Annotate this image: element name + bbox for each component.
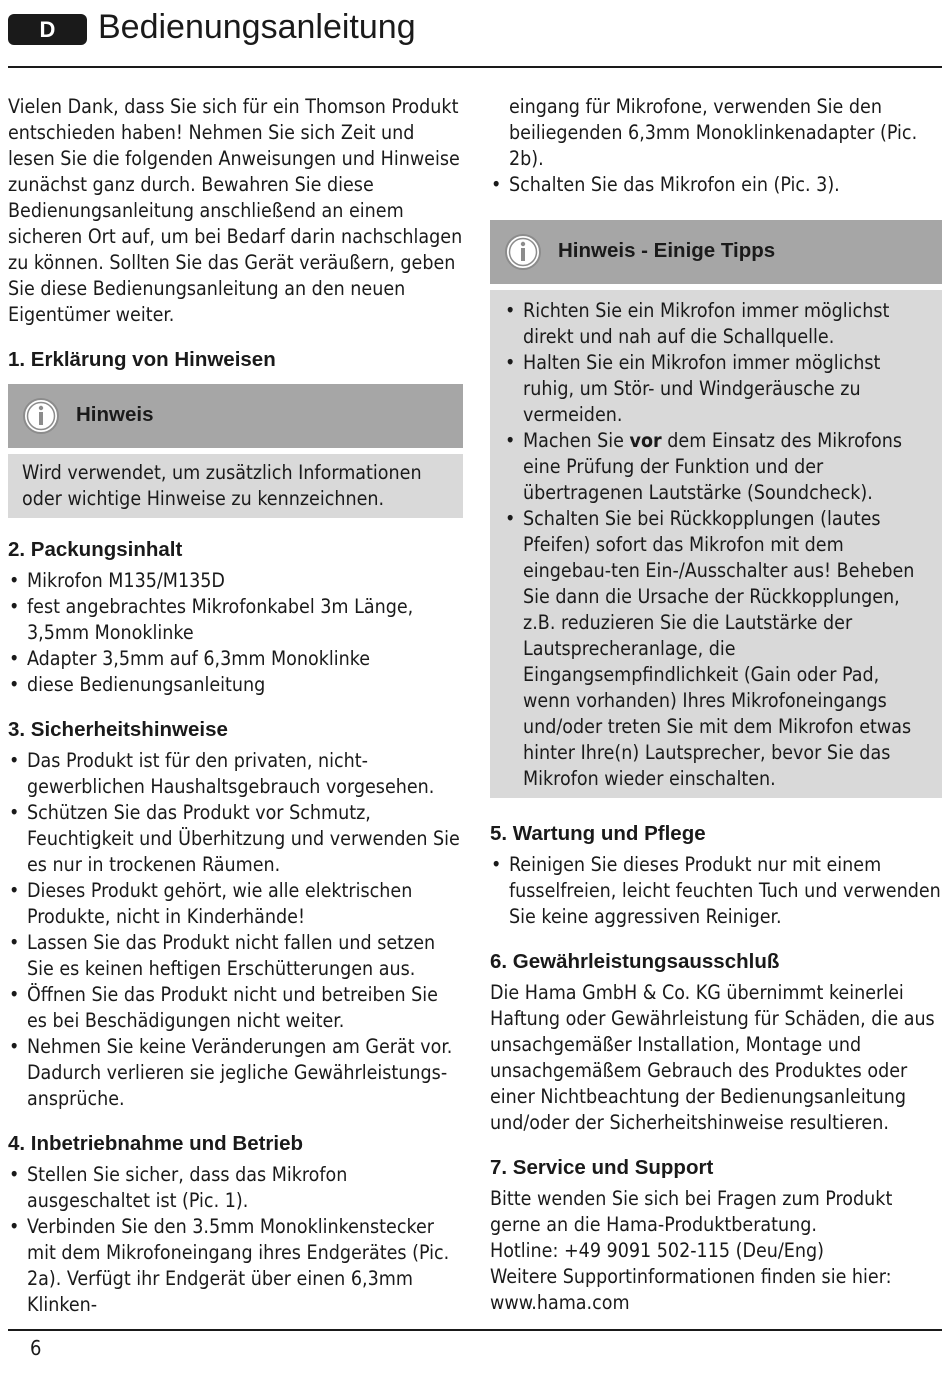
note-body: [8, 454, 463, 518]
section-heading: 3. Sicherheitshinweise: [8, 718, 228, 741]
list-item: • Adapter 3,5mm auf 6,3mm Monoklinke: [8, 646, 463, 672]
intro-paragraph: Vielen Dank, dass Sie sich für ein Thomson Produkt entschieden haben! Nehmen Sie sich Zeit und lesen Sie die folgenden Anweisungen und Hinweise zunächst ganz durch. Bewahren Sie diese Bedienungsanleitung anschließend an einem sicheren Ort auf, um bei Bedarf darin nachschlagen zu können. Sollten Sie das Gerät veräußern, geben Sie diese Bedienungsanleitung an den neuen Eigentümer weiter.: [8, 95, 463, 326]
info-icon: [504, 233, 542, 278]
tip-text: Machen Sie: [523, 429, 630, 452]
list-item: • Öffnen Sie das Produkt nicht und betreiben Sie es bei Beschädigungen nicht weiter.: [8, 982, 463, 1034]
section-heading: 1. Erklärung von Hinweisen: [8, 348, 276, 371]
support-text: Bitte wenden Sie sich bei Fragen zum Produkt gerne an die Hama-Produktberatung.: [490, 1187, 893, 1236]
hotline-text: Hotline: +49 9091 502-115 (Deu/Eng): [490, 1239, 824, 1262]
note-title: Hinweis: [76, 403, 154, 426]
bullet-list: [8, 1162, 463, 1318]
footer-divider: [8, 1329, 942, 1331]
list-item: • Dieses Produkt gehört, wie alle elektrischen Produkte, nicht in Kinderhände!: [8, 878, 463, 930]
section-4: [8, 1130, 463, 1318]
tips-header: [490, 220, 942, 284]
section-7: [490, 1154, 942, 1316]
tip-text: dem Einsatz des Mikrofons eine Prüfung der Funktion und der übertragenen Lautstärke (Soundcheck).: [523, 429, 902, 504]
list-item: • Verbinden Sie den 3.5mm Monoklinkenstecker mit dem Mikrofoneingang ihres Endgerätes (Pic. 2a). Verfügt ihr Endgerät über einen 6,3mm Klinken-: [8, 1214, 463, 1318]
section-3: [8, 716, 463, 1112]
list-item: • Stellen Sie sicher, dass das Mikrofon ausgeschaltet ist (Pic. 1).: [8, 1162, 463, 1214]
tip-item: • Halten Sie ein Mikrofon immer möglichst ruhig, um Stör- und Windgeräusche zu vermeiden.: [504, 350, 930, 428]
list-item: • Reinigen Sie dieses Produkt nur mit einem fusselfreien, leicht feuchten Tuch und verwenden Sie keine aggressiven Reiniger.: [490, 852, 942, 930]
website-link[interactable]: www.hama.com: [490, 1291, 630, 1314]
tip-item: [504, 428, 930, 506]
section-2: [8, 536, 463, 698]
note-header: [8, 384, 463, 448]
left-column: [8, 94, 463, 1336]
language-badge: D: [8, 14, 87, 45]
section-heading: 4. Inbetriebnahme und Betrieb: [8, 1132, 304, 1155]
tips-title: Hinweis - Einige Tipps: [558, 239, 776, 262]
tip-item: • Richten Sie ein Mikrofon immer möglichst direkt und nah auf die Schallquelle.: [504, 298, 930, 350]
disclaimer-text: Die Hama GmbH & Co. KG übernimmt keinerlei Haftung oder Gewährleistung für Schäden, die aus unsachgemäßer Installation, Montage und unsachgemäßem Gebrauch des Produktes oder einer Nichtbeachtung der Bedienungsanleitung und/oder der Sicherheitshinweise resultieren.: [490, 981, 935, 1134]
section-heading: 2. Packungsinhalt: [8, 538, 183, 561]
info-icon: [22, 397, 60, 442]
page-number: 6: [30, 1336, 42, 1360]
list-item-continued: [490, 94, 942, 172]
list-item: • fest angebrachtes Mikrofonkabel 3m Länge, 3,5mm Monoklinke: [8, 594, 463, 646]
bullet-list: [8, 568, 463, 698]
list-item: • diese Bedienungsanleitung: [8, 672, 463, 698]
list-item-text: eingang für Mikrofone, verwenden Sie den beiliegenden 6,3mm Monoklinkenadapter (Pic. 2b).: [509, 95, 918, 170]
list-item: • Das Produkt ist für den privaten, nicht-gewerblichen Haushaltsgebrauch vorgesehen.: [8, 748, 463, 800]
note-text: Wird verwendet, um zusätzlich Informationen oder wichtige Hinweise zu kennzeichnen.: [22, 461, 422, 510]
list-item: • Schützen Sie das Produkt vor Schmutz, Feuchtigkeit und Überhitzung und verwenden Sie es nur in trockenen Räumen.: [8, 800, 463, 878]
tips-list: [504, 298, 930, 792]
section-6: [490, 948, 942, 1136]
section-heading: 7. Service und Support: [490, 1156, 714, 1179]
bullet-list: [490, 852, 942, 930]
bullet-list-continued: [490, 94, 942, 198]
section-heading: 5. Wartung und Pflege: [490, 822, 706, 845]
document-title: Bedienungsanleitung: [98, 8, 416, 46]
list-item: • Lassen Sie das Produkt nicht fallen und setzen Sie es keinen heftigen Erschütterungen aus.: [8, 930, 463, 982]
right-column: [490, 94, 942, 1334]
header-divider: [8, 66, 942, 68]
tip-emphasis: vor: [629, 429, 662, 452]
tips-body: [490, 290, 942, 798]
section-1: [8, 346, 463, 518]
section-5: [490, 820, 942, 930]
bullet-list: [8, 748, 463, 1112]
support-info-text: Weitere Supportinformationen finden sie hier:: [490, 1265, 892, 1288]
section-heading: 6. Gewährleistungsausschluß: [490, 950, 780, 973]
page-header: [8, 8, 942, 68]
list-item: • Schalten Sie das Mikrofon ein (Pic. 3).: [490, 172, 942, 198]
list-item: • Mikrofon M135/M135D: [8, 568, 463, 594]
list-item: • Nehmen Sie keine Veränderungen am Gerät vor. Dadurch verlieren sie jegliche Gewährleistungs-ansprüche.: [8, 1034, 463, 1112]
tip-item: • Schalten Sie bei Rückkopplungen (lautes Pfeifen) sofort das Mikrofon mit dem eingebau-ten Ein-/Ausschalter aus! Beheben Sie dann die Ursache der Rückkopplungen, z.B. reduzieren Sie die Lautstärke der Lautsprecheranlage, die Eingangsempfindlichkeit (Gain oder Pad, wenn vorhanden) Ihres Mikrofoneingangs und/oder treten Sie mit dem Mikrofon etwas hinter Ihre(n) Lautsprecher, bevor Sie das Mikrofon wieder einschalten.: [504, 506, 930, 792]
